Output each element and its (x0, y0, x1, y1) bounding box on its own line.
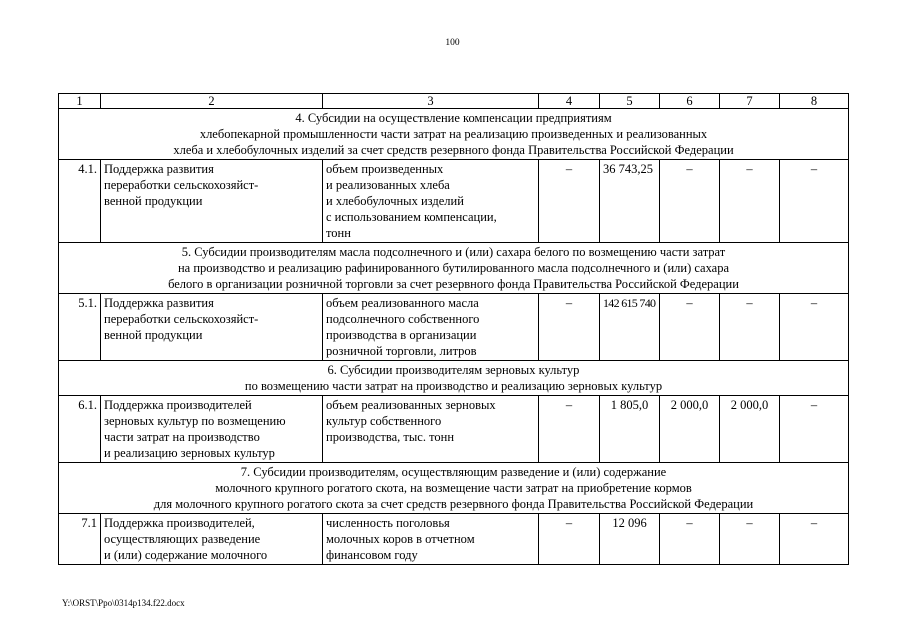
value-col5: 12 096 (600, 514, 660, 565)
program-name-line: части затрат на производство (104, 430, 260, 444)
indicator-line: производства в организации (326, 328, 477, 342)
indicator-line: тонн (326, 226, 351, 240)
indicator-line: с использованием компенсации, (326, 210, 497, 224)
program-name-line: осуществляющих разведение (104, 532, 261, 546)
row-number: 4.1. (59, 160, 101, 243)
indicator (323, 396, 539, 463)
indicator-line: молочных коров в отчетном (326, 532, 475, 546)
section-title-row (59, 463, 849, 514)
value-col6: – (660, 160, 720, 243)
table-row (59, 514, 849, 565)
indicator-line: подсолнечного собственного (326, 312, 480, 326)
value-col8: – (780, 294, 849, 361)
section-title (59, 109, 849, 160)
row-number: 5.1. (59, 294, 101, 361)
program-name (101, 294, 323, 361)
program-name-line: переработки сельскохозяйст- (104, 312, 259, 326)
program-name-line: венной продукции (104, 194, 203, 208)
section-title-line: 6. Субсидии производителям зерновых культур (327, 363, 580, 377)
value-col4: – (539, 396, 600, 463)
program-name-line: Поддержка развития (104, 296, 214, 310)
table-row (59, 160, 849, 243)
section-title-line: 7. Субсидии производителям, осуществляющим разведение и (или) содержание (240, 465, 667, 479)
value-col5: 1 805,0 (600, 396, 660, 463)
indicator-line: и хлебобулочных изделий (326, 194, 464, 208)
indicator-line: объем реализованных зерновых (326, 398, 496, 412)
value-col8: – (780, 514, 849, 565)
indicator (323, 160, 539, 243)
footer-file-path: Y:\ORST\Ppo\0314p134.f22.docx (62, 598, 185, 608)
column-header: 3 (323, 94, 539, 109)
section-title (59, 243, 849, 294)
program-name-line: Поддержка производителей (104, 398, 252, 412)
value-col7: 2 000,0 (720, 396, 780, 463)
section-title-line: хлебопекарной промышленности части затрат на реализацию произведенных и реализованных (199, 127, 708, 141)
value-col4: – (539, 294, 600, 361)
program-name-line: Поддержка производителей, (104, 516, 255, 530)
value-col5: 36 743,25 (600, 160, 660, 243)
table-row (59, 294, 849, 361)
subsidies-table (58, 93, 849, 565)
value-col7: – (720, 514, 780, 565)
page-number: 100 (445, 38, 460, 48)
column-header: 8 (780, 94, 849, 109)
section-title-line: хлеба и хлебобулочных изделий за счет средств резервного фонда Правительства Российской Федерации (173, 143, 734, 157)
value-col6: 2 000,0 (660, 396, 720, 463)
section-title (59, 463, 849, 514)
program-name-line: и реализацию зерновых культур (104, 446, 275, 460)
indicator-line: финансовом году (326, 548, 418, 562)
row-number: 7.1 (59, 514, 101, 565)
indicator-line: культур собственного (326, 414, 442, 428)
program-name-line: переработки сельскохозяйст- (104, 178, 259, 192)
section-title-line: молочного крупного рогатого скота, на возмещение части затрат на приобретение кормов (215, 481, 692, 495)
value-col5: 142 615 740 (600, 294, 660, 361)
column-header: 4 (539, 94, 600, 109)
indicator-line: объем реализованного масла (326, 296, 479, 310)
value-col6: – (660, 514, 720, 565)
column-header: 5 (600, 94, 660, 109)
program-name (101, 396, 323, 463)
section-title-line: 4. Субсидии на осуществление компенсации предприятиям (295, 111, 612, 125)
section-title-row (59, 243, 849, 294)
program-name-line: венной продукции (104, 328, 203, 342)
indicator-line: розничной торговли, литров (326, 344, 477, 358)
indicator (323, 294, 539, 361)
indicator-line: и реализованных хлеба (326, 178, 450, 192)
value-col4: – (539, 160, 600, 243)
indicator-line: объем произведенных (326, 162, 444, 176)
value-col8: – (780, 160, 849, 243)
section-title-line: 5. Субсидии производителям масла подсолнечного и (или) сахара белого по возмещению части затрат (181, 245, 726, 259)
value-col7: – (720, 294, 780, 361)
section-title (59, 361, 849, 396)
section-title-line: на производство и реализацию рафинированного бутилированного масла подсолнечного и (или) сахара (177, 261, 730, 275)
value-col7: – (720, 160, 780, 243)
indicator-line: производства, тыс. тонн (326, 430, 455, 444)
program-name (101, 160, 323, 243)
section-title-line: для молочного крупного рогатого скота за счет средств резервного фонда Правительства Российской Федерации (153, 497, 754, 511)
column-header: 1 (59, 94, 101, 109)
value-col4: – (539, 514, 600, 565)
indicator (323, 514, 539, 565)
section-title-row (59, 109, 849, 160)
value-col6: – (660, 294, 720, 361)
section-title-row (59, 361, 849, 396)
column-header: 7 (720, 94, 780, 109)
indicator-line: численность поголовья (326, 516, 450, 530)
program-name (101, 514, 323, 565)
value-col8: – (780, 396, 849, 463)
section-title-line: белого в организации розничной торговли за счет резервного фонда Правительства Российской Федерации (168, 277, 739, 291)
program-name-line: и (или) содержание молочного (104, 548, 268, 562)
program-name-line: зерновых культур по возмещению (104, 414, 286, 428)
column-header: 6 (660, 94, 720, 109)
column-numbers-row (59, 94, 849, 109)
program-name-line: Поддержка развития (104, 162, 214, 176)
column-header: 2 (101, 94, 323, 109)
section-title-line: по возмещению части затрат на производство и реализацию зерновых культур (244, 379, 663, 393)
row-number: 6.1. (59, 396, 101, 463)
table-row (59, 396, 849, 463)
